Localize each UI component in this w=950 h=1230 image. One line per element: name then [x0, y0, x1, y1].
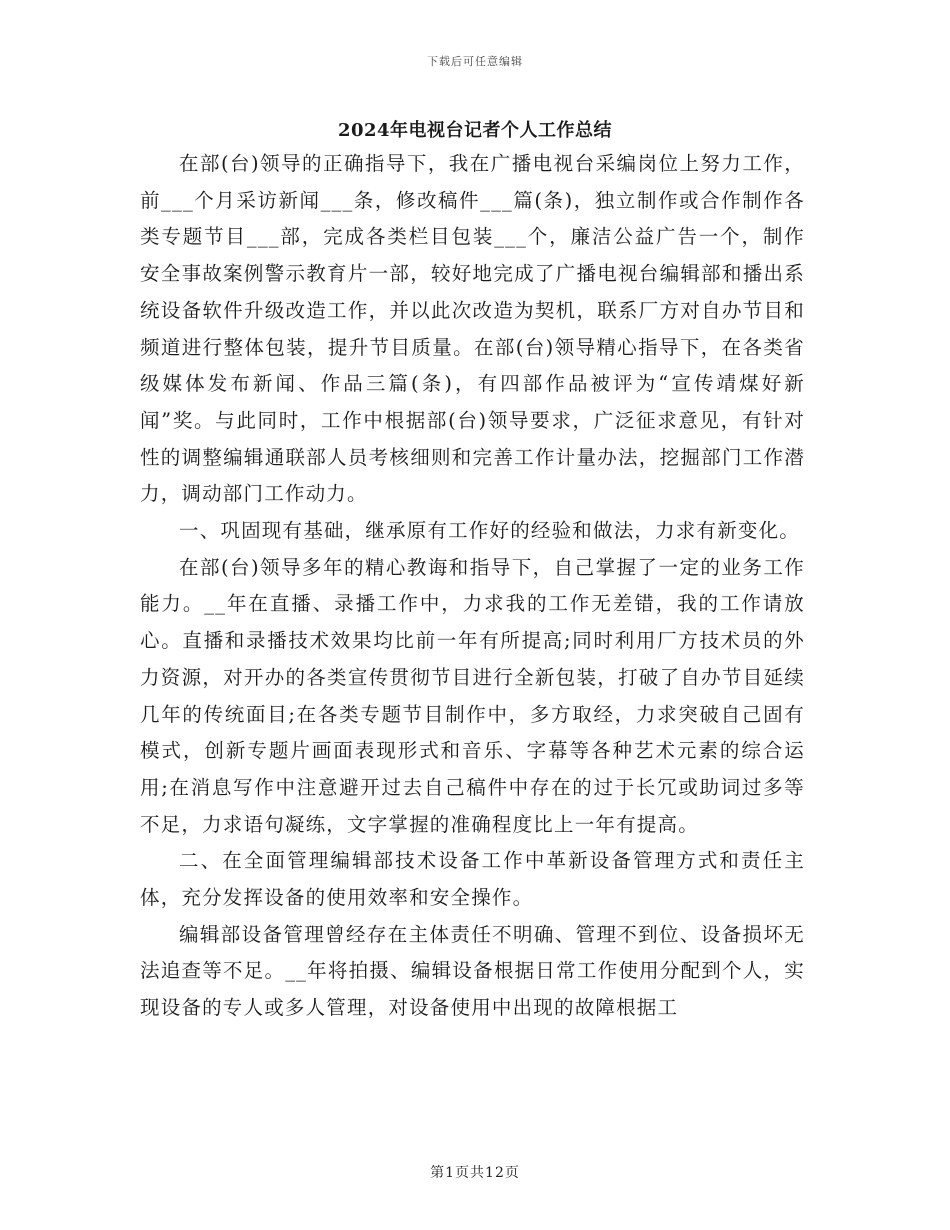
paragraph-intro: 在部(台)领导的正确指导下，我在广播电视台采编岗位上努力工作，前___个月采访新闻___条，修改稿件___篇(条)，独立制作或合作制作各类专题节目___部，完成各类栏目包装___个，廉洁公益广告一个，制作安全事故案例警示教育片一部，较好地完成了广播电视台编辑部和播出系统设备软件升级改造工作，并以此次改造为契机，联系厂方对自办节目和频道进行整体包装，提升节目质量。在部(台)领导精心指导下，在各类省级媒体发布新闻、作品三篇(条)，有四部作品被评为“宣传靖煤好新闻”奖。与此同时，工作中根据部(台)领导要求，广泛征求意见，有针对性的调整编辑通联部人员考核细则和完善工作计量办法，挖掘部门工作潜力，调动部门工作动力。: [140, 152, 805, 506]
section-heading-2: 二、在全面管理编辑部技术设备工作中革新设备管理方式和责任主体，充分发挥设备的使用效率和安全操作。: [140, 849, 805, 910]
paragraph-section-2: 编辑部设备管理曾经存在主体责任不明确、管理不到位、设备损坏无法追查等不足。__年将拍摄、编辑设备根据日常工作使用分配到个人，实现设备的专人或多人管理，对设备使用中出现的故障根据工: [140, 922, 805, 1020]
page-number-footer: 第1页共12页: [430, 1165, 520, 1181]
paragraph-section-1: 在部(台)领导多年的精心教诲和指导下，自己掌握了一定的业务工作能力。__年在直播、录播工作中，力求我的工作无差错，我的工作请放心。直播和录播技术效果均比前一年有所提高;同时利用厂方技术员的外力资源，对开办的各类宣传贯彻节目进行全新包装，打破了自办节目延续几年的传统面目;在各类专题节目制作中，多方取经，力求突破自己固有模式，创新专题片画面表现形式和音乐、字幕等各种艺术元素的综合运用;在消息写作中注意避开过去自己稿件中存在的过于长冗或助词过多等不足，力求语句凝练，文字掌握的准确程度比上一年有提高。: [140, 555, 805, 836]
document-title: 2024年电视台记者个人工作总结: [337, 120, 613, 141]
document-body: [140, 146, 805, 1027]
header-note: 下载后可任意编辑: [427, 55, 523, 68]
section-heading-1: 一、巩固现有基础，继承原有工作好的经验和做法，力求有新变化。: [179, 519, 801, 543]
